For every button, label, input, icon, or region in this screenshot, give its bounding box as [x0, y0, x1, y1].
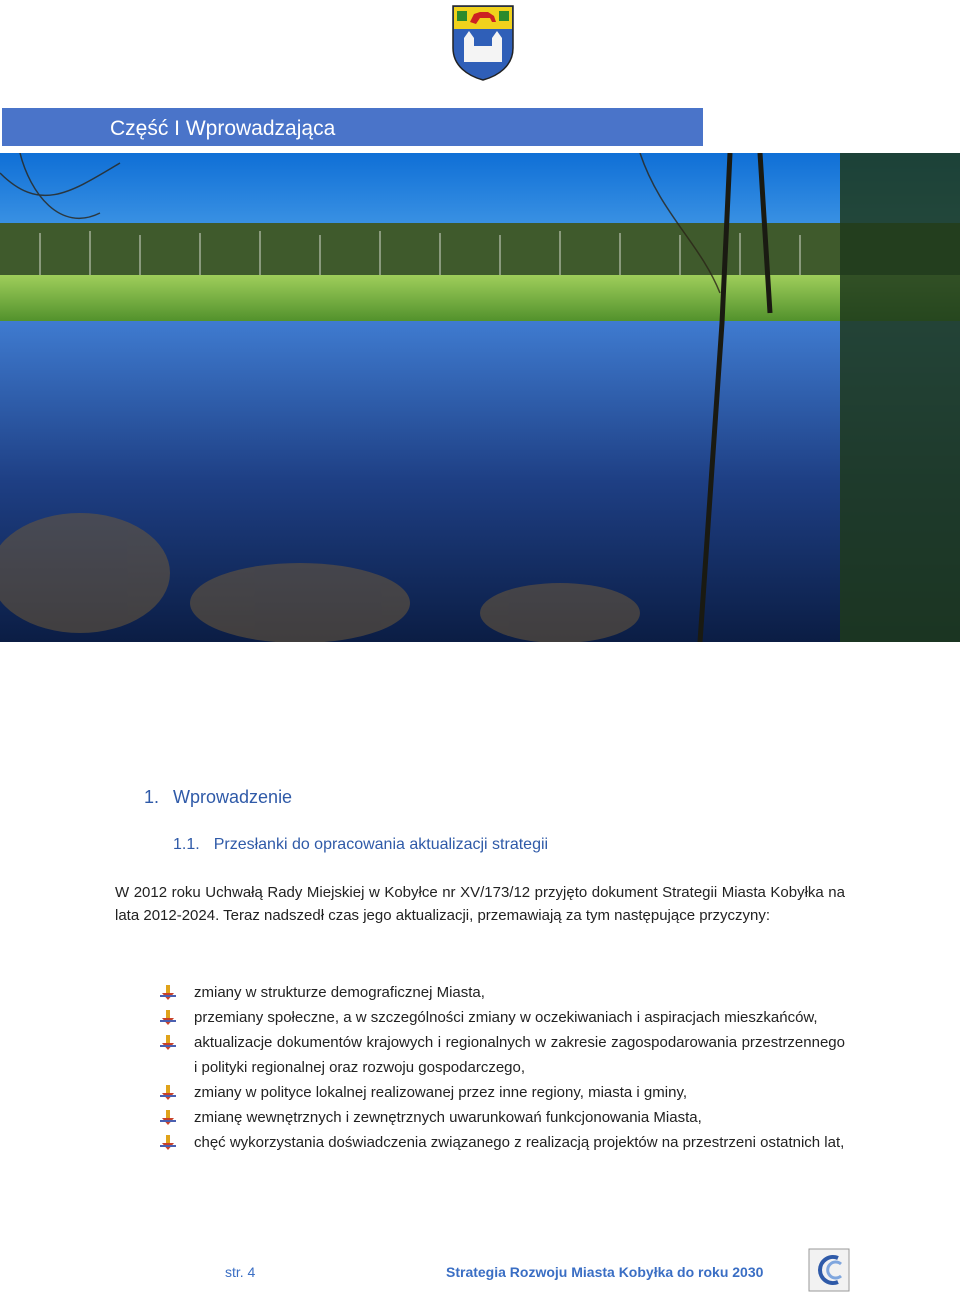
bullet-icon — [160, 1110, 176, 1126]
list-item: zmiany w strukturze demograficznej Miasta, — [160, 980, 845, 1005]
bullet-icon — [160, 1010, 176, 1026]
chapter-number: 1. — [144, 787, 160, 807]
page-number: str. 4 — [225, 1264, 256, 1280]
chapter-heading — [144, 787, 292, 808]
section-title: Przesłanki do opracowania aktualizacji strategii — [213, 836, 549, 853]
intro-paragraph: W 2012 roku Uchwałą Rady Miejskiej w Kobyłce nr XV/173/12 przyjęto dokument Strategii Miasta Kobyłka na lata 2012-2024. Teraz nadszedł czas jego aktualizacji, przemawiają za tym następujące przyczyny: — [115, 884, 845, 924]
list-item: chęć wykorzystania doświadczenia związanego z realizacją projektów na przestrzeni ostatnich lat, — [160, 1130, 845, 1155]
wetland-landscape-photo — [0, 153, 960, 642]
reasons-list — [160, 980, 845, 1155]
footer-document-title: Strategia Rozwoju Miasta Kobyłka do roku 2030 — [446, 1264, 764, 1280]
kobylka-coat-of-arms-icon — [450, 4, 516, 82]
list-item: zmianę wewnętrznych i zewnętrznych uwarunkowań funkcjonowania Miasta, — [160, 1105, 845, 1130]
section-heading — [173, 836, 548, 854]
list-item: zmiany w polityce lokalnej realizowanej przez inne regiony, miasta i gminy, — [160, 1080, 845, 1105]
bullet-icon — [160, 1135, 176, 1151]
consultancy-logo-icon — [808, 1248, 850, 1292]
bullet-icon — [160, 1085, 176, 1101]
section-number: 1.1. — [173, 836, 200, 853]
bullet-icon — [160, 985, 176, 1001]
list-item: przemiany społeczne, a w szczególności zmiany w oczekiwaniach i aspiracjach mieszkańców, — [160, 1005, 845, 1030]
section-banner: Część I Wprowadzająca — [2, 108, 703, 146]
list-item: aktualizacje dokumentów krajowych i regionalnych w zakresie zagospodarowania przestrzennego i polityki regionalnej oraz rozwoju gospodarczego, — [160, 1030, 845, 1080]
chapter-title: Wprowadzenie — [173, 787, 293, 807]
bullet-icon — [160, 1035, 176, 1051]
